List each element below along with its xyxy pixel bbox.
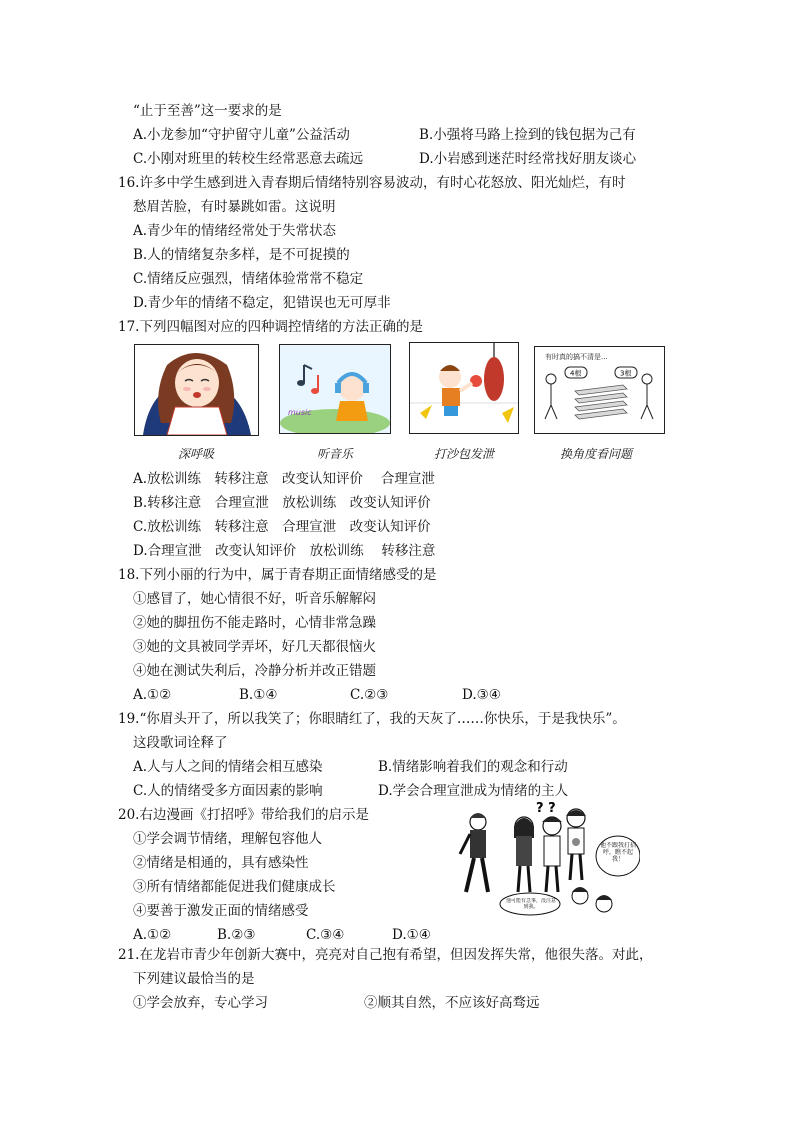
q17-caption-3: 打沙包发泄 (433, 447, 494, 461)
panel2-text: music (288, 408, 312, 417)
q20-item-1: ①学会调节情绪，理解包容他人 (133, 831, 322, 847)
q18-stem: 18.下列小丽的行为中，属于青春期正面情绪感受的是 (118, 567, 437, 583)
q17-option-b: B.转移注意 合理宣泄 放松训练 改变认知评价 (133, 495, 431, 511)
q16-stem-line2: 愁眉苦脸，有时暴跳如雷。这说明 (133, 199, 336, 215)
q18-item-1: ①感冒了，她心情很不好，听音乐解解闷 (133, 591, 376, 607)
q16-option-a: A.青少年的情绪经常处于失常状态 (133, 223, 337, 239)
q19-option-d: D.学会合理宣泄成为情绪的主人 (378, 783, 569, 799)
q20-cartoon-greeting (448, 800, 640, 918)
q20-option-d: D.①④ (392, 927, 431, 943)
q20-option-c: C.③④ (306, 927, 345, 943)
q19-option-b: B.情绪影响着我们的观念和行动 (378, 759, 568, 775)
q16-option-b: B.人的情绪复杂多样，是不可捉摸的 (133, 247, 350, 263)
q19-stem-line2: 这段歌词诠释了 (133, 735, 228, 751)
q15-option-a: A.小龙参加“守护留守儿童”公益活动 (133, 127, 350, 143)
girl-breathing-illustration (135, 345, 258, 435)
bubble-bottom-text: 他可能有急事，没注意到我。 (505, 898, 556, 910)
q21-stem-line1: 21.在龙岩市青少年创新大赛中，亮亮对自己抱有希望，但因发挥失常，他很失落。对此， (118, 947, 653, 963)
q21-item-2: ②顺其自然，不应该好高骛远 (364, 995, 540, 1011)
q20-item-2: ②情绪是相通的，具有感染性 (133, 855, 309, 871)
bubble-right-text: 他不跟我打招呼，瞧不起我！ (600, 842, 636, 863)
q19-stem-line1: 19.“你眉头开了，所以我笑了；你眼睛红了，我的天灰了……你快乐，于是我快乐”。 (118, 711, 626, 727)
question-marks: ? ? (536, 801, 556, 816)
q17-option-d: D.合理宣泄 改变认知评价 放松训练 转移注意 (133, 543, 436, 559)
q17-image-music (279, 344, 391, 434)
q17-caption-2: 听音乐 (316, 447, 353, 461)
panel4-left-label: 4根 (570, 369, 582, 378)
q17-option-a: A.放松训练 转移注意 改变认知评价 合理宣泄 (133, 471, 435, 487)
q21-stem-line2: 下列建议最恰当的是 (133, 971, 255, 987)
greeting-cartoon-illustration (448, 800, 640, 918)
q17-caption-4: 换角度看问题 (559, 447, 632, 461)
q18-item-4: ④她在测试失利后，冷静分析并改正错题 (133, 663, 376, 679)
q18-item-2: ②她的脚扭伤不能走路时，心情非常急躁 (133, 615, 376, 631)
q16-stem-line1: 16.许多中学生感到进入青春期后情绪特别容易波动，有时心花怒放、阳光灿烂，有时 (118, 175, 626, 191)
boy-punching-bag-illustration (410, 343, 518, 433)
q15-option-d: D.小岩感到迷茫时经常找好朋友谈心 (419, 151, 637, 167)
q21-item-1: ①学会放弃，专心学习 (133, 995, 268, 1011)
q19-option-c: C.人的情绪受多方面因素的影响 (133, 783, 323, 799)
q20-item-4: ④要善于激发正面的情绪感受 (133, 903, 309, 919)
q18-item-3: ③她的文具被同学弄坏，好几天都很恼火 (133, 639, 376, 655)
q15-option-b: B.小强将马路上捡到的钱包据为己有 (419, 127, 636, 143)
q17-caption-1: 深呼吸 (177, 447, 214, 461)
q17-option-c: C.放松训练 转移注意 合理宣泄 改变认知评价 (133, 519, 431, 535)
q17-image-punching-bag (409, 342, 519, 434)
q15-stem-tail: “止于至善”这一要求的是 (133, 103, 282, 119)
q18-option-b: B.①④ (239, 687, 278, 703)
q20-stem: 20.右边漫画《打招呼》带给我们的启示是 (118, 807, 369, 823)
q18-option-a: A.①② (133, 687, 172, 703)
panel4-title: 有时真的搞不清是... (545, 353, 608, 361)
two-people-viewing-sticks-illustration (535, 347, 664, 433)
q20-option-b: B.②③ (217, 927, 256, 943)
q20-option-a: A.①② (133, 927, 172, 943)
q16-option-c: C.情绪反应强烈，情绪体验常常不稳定 (133, 271, 364, 287)
q19-option-a: A.人与人之间的情绪会相互感染 (133, 759, 323, 775)
q18-option-d: D.③④ (462, 687, 501, 703)
q18-option-c: C.②③ (350, 687, 389, 703)
q20-item-3: ③所有情绪都能促进我们健康成长 (133, 879, 336, 895)
q15-option-c: C.小刚对班里的转校生经常恶意去疏远 (133, 151, 364, 167)
panel4-right-label: 3根 (620, 369, 632, 378)
q17-image-change-angle (534, 346, 665, 434)
q16-option-d: D.青少年的情绪不稳定，犯错误也无可厚非 (133, 295, 391, 311)
q17-stem: 17.下列四幅图对应的四种调控情绪的方法正确的是 (118, 319, 423, 335)
q17-image-deep-breath (134, 344, 259, 436)
boy-listening-music-illustration (280, 345, 390, 433)
